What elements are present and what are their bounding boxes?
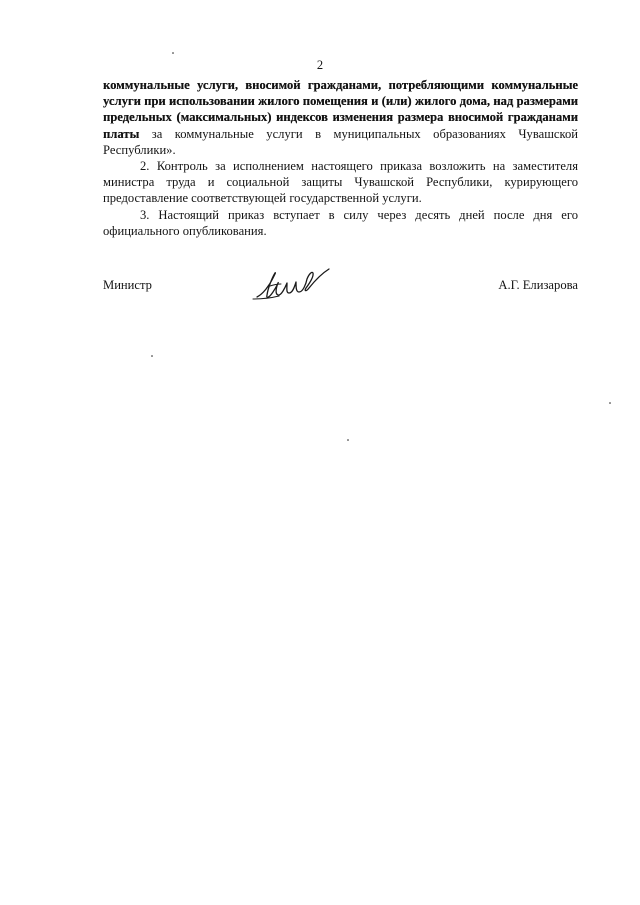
paragraph-1-rest: за коммунальные услуги в муниципальных образованиях Чувашской Республики». bbox=[103, 126, 578, 157]
signer-name: А.Г. Елизарова bbox=[498, 278, 578, 292]
signature-block bbox=[103, 277, 578, 317]
scan-speck bbox=[347, 439, 349, 441]
paragraph-2: 2. Контроль за исполнением настоящего приказа возложить на заместителя министра труда и социальной защиты Чувашской Республики, курирующего предоставление соответствующей государственной услуги. bbox=[103, 159, 578, 206]
handwritten-signature bbox=[249, 264, 349, 306]
signer-position: Министр bbox=[103, 278, 152, 292]
scan-speck bbox=[609, 402, 611, 404]
paragraph-continuation bbox=[103, 77, 578, 158]
scan-speck bbox=[151, 355, 153, 357]
page-number: 2 bbox=[316, 58, 324, 72]
document-body bbox=[103, 77, 578, 239]
paragraph-1-bold-lead: коммунальные услуги, вносимой гражданами, потребляющими коммунальные услуги при использовании жилого помещения и (или) жилого дома, над размерами предельных (максимальных) индексов изменения размера вносимой гражданами платы bbox=[103, 78, 578, 141]
scan-speck bbox=[172, 52, 174, 54]
paragraph-3: 3. Настоящий приказ вступает в силу через десять дней после дня его официального опубликования. bbox=[103, 207, 578, 238]
